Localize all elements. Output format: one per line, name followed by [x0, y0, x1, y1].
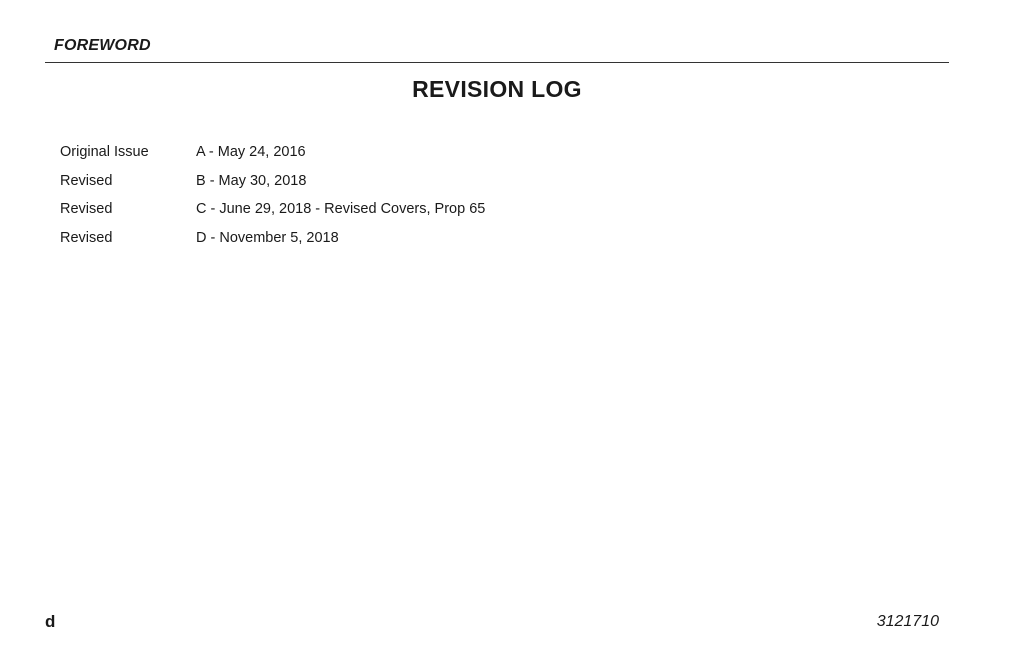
revision-status: Revised — [60, 230, 113, 247]
revision-status: Revised — [60, 172, 113, 189]
section-header: FOREWORD — [54, 37, 151, 54]
document-number: 3121710 — [876, 613, 939, 630]
revision-row — [60, 195, 485, 224]
revision-entry: C - June 29, 2018 - Revised Covers, Prop 65 — [196, 201, 486, 218]
revision-row — [60, 224, 485, 253]
revision-status: Original Issue — [60, 144, 149, 161]
header-divider — [45, 62, 949, 63]
page-title: REVISION LOG — [412, 76, 582, 102]
page-letter: d — [45, 612, 56, 631]
revision-status: Revised — [60, 201, 113, 218]
revision-row — [60, 138, 485, 167]
revision-entry: D - November 5, 2018 — [196, 230, 339, 247]
revision-entry: B - May 30, 2018 — [196, 172, 307, 189]
revision-entry: A - May 24, 2016 — [196, 144, 306, 161]
revision-row — [60, 167, 485, 196]
revision-log-table — [60, 138, 485, 252]
